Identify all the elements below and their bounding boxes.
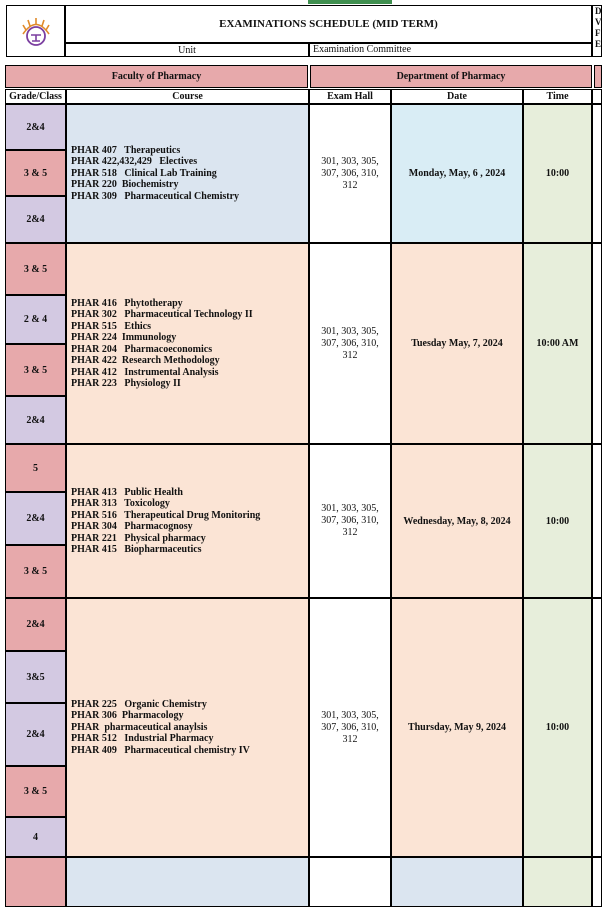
university-logo-icon — [19, 14, 53, 48]
course-item: PHAR pharmaceutical anaylsis — [71, 721, 208, 733]
accent-bar — [308, 0, 392, 4]
exam-hall-cell — [309, 857, 391, 907]
faculty-band: Faculty of Pharmacy — [5, 65, 308, 88]
course-item: PHAR 224 Immunology — [71, 332, 177, 343]
exam-time: 10:00 — [523, 598, 592, 857]
course-item: PHAR 415 Biopharmaceutics — [71, 544, 202, 555]
exam-date: Monday, May, 6 , 2024 — [391, 104, 523, 243]
course-item: PHAR 221 Physical pharmacy — [71, 532, 206, 544]
course-item: PHAR 304 Pharmacognosy — [71, 521, 193, 532]
grade-cell: 3 & 5 — [5, 545, 66, 598]
course-item: PHAR 416 Phytotherapy — [71, 297, 183, 309]
grade-cell: 4 — [5, 817, 66, 857]
course-item: PHAR 422 Research Methodology — [71, 355, 220, 366]
course-list — [66, 444, 309, 598]
grade-cell: 2&4 — [5, 492, 66, 545]
exam-hall-cell: 301, 303, 305, 307, 306, 310, 312 — [309, 104, 391, 243]
time-column-header: Time — [523, 89, 592, 104]
grade-cell: 3 & 5 — [5, 243, 66, 295]
exam-hall-cell: 301, 303, 305, 307, 306, 310, 312 — [309, 243, 391, 444]
header-edge — [592, 89, 602, 104]
course-item: PHAR 518 Clinical Lab Training — [71, 167, 217, 179]
grade-cell: 5 — [5, 444, 66, 492]
course-item: PHAR 225 Organic Chemistry — [71, 698, 207, 710]
row-edge — [592, 857, 602, 907]
course-item: PHAR 412 Instrumental Analysis — [71, 366, 219, 378]
exam-time — [523, 857, 592, 907]
grade-cell: 2&4 — [5, 396, 66, 444]
band-edge — [594, 65, 602, 88]
side-info-cell: D V F E — [592, 5, 602, 57]
exam-time: 10:00 — [523, 444, 592, 598]
course-list — [66, 243, 309, 444]
course-item: PHAR 306 Pharmacology — [71, 710, 184, 722]
course-item: PHAR 309 Pharmaceutical Chemistry — [71, 190, 240, 202]
department-band: Department of Pharmacy — [310, 65, 592, 88]
exam-date: Tuesday May, 7, 2024 — [391, 243, 523, 444]
course-item: PHAR 409 Pharmaceutical chemistry IV — [71, 744, 250, 756]
course-item: PHAR 220 Biochemistry — [71, 179, 179, 191]
course-item: PHAR 407 Therapeutics — [71, 144, 181, 156]
course-item: PHAR 223 Physiology II — [71, 378, 181, 389]
course-list — [66, 104, 309, 243]
course-item: PHAR 413 Public Health — [71, 486, 183, 498]
row-edge — [592, 598, 602, 857]
exam-hall-cell: 301, 303, 305, 307, 306, 310, 312 — [309, 598, 391, 857]
grade-cell: 3 & 5 — [5, 150, 66, 196]
exam-time: 10:00 AM — [523, 243, 592, 444]
exam-date: Thursday, May 9, 2024 — [391, 598, 523, 857]
exam-hall-cell: 301, 303, 305, 307, 306, 310, 312 — [309, 444, 391, 598]
grade-cell: 2&4 — [5, 703, 66, 766]
course-item: PHAR 512 Industrial Pharmacy — [71, 733, 214, 745]
exam-time: 10:00 — [523, 104, 592, 243]
course-item: PHAR 302 Pharmaceutical Technology II — [71, 309, 253, 320]
unit-label: Unit — [65, 43, 309, 57]
course-list — [66, 598, 309, 857]
row-edge — [592, 243, 602, 444]
grade-cell: 3 & 5 — [5, 766, 66, 817]
committee-label: Examination Committee — [309, 43, 592, 57]
row-edge — [592, 104, 602, 243]
grade-cell: 2&4 — [5, 598, 66, 651]
grade-cell: 3 & 5 — [5, 344, 66, 396]
course-item: PHAR 422,432,429 Electives — [71, 156, 198, 168]
page-title: EXAMINATIONS SCHEDULE (MID TERM) — [65, 5, 592, 43]
course-list — [66, 857, 309, 907]
date-column-header: Date — [391, 89, 523, 104]
course-item: PHAR 313 Toxicology — [71, 498, 170, 509]
grade-cell: 2&4 — [5, 104, 66, 150]
grade-cell: 3&5 — [5, 651, 66, 703]
row-edge — [592, 444, 602, 598]
logo-cell — [6, 5, 65, 57]
grade-column-header: Grade/Class — [5, 89, 66, 104]
hall-column-header: Exam Hall — [309, 89, 391, 104]
course-item: PHAR 516 Therapeutical Drug Monitoring — [71, 509, 261, 521]
course-item: PHAR 204 Pharmacoeconomics — [71, 343, 213, 355]
grade-cell: 2 & 4 — [5, 295, 66, 344]
course-item: PHAR 515 Ethics — [71, 320, 151, 332]
grade-cell: 2&4 — [5, 196, 66, 243]
exam-date: Wednesday, May, 8, 2024 — [391, 444, 523, 598]
course-column-header: Course — [66, 89, 309, 104]
grade-cell — [5, 857, 66, 907]
exam-date — [391, 857, 523, 907]
